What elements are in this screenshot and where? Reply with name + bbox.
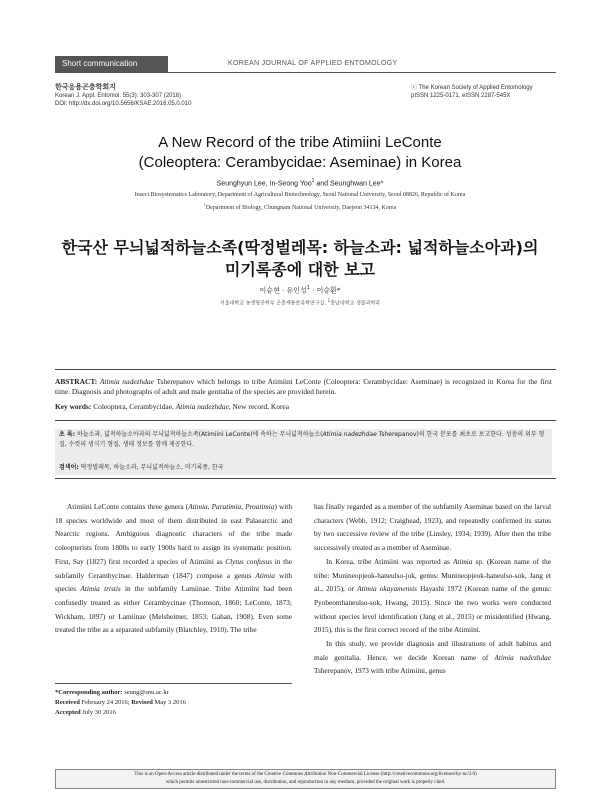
paragraph: Atimiini LeConte contains three genera (Atimia, Paratimia, Proatimia) with 18 species worldwide and most of them distributed in east Palaearctic and Nearctic regions. Ambiguous diagnostic characters of the tribe made coleopterists from 1800s to early 1900s hard to assign its systematic position. First, Say (1827) first recorded a species of Atimiini as Clytus confusus in the subfamily Cerambycinae. Halderman (1847) compose a genus Atimia with species Atimia tristis in the subfamily Lamiinae. Tribe Atimiini had been confusedly treated as either Cerambycinae (Thomson, 1860; LeConte, 1873; Wickham, 1897) or Lamiinae (Melsheimer, 1853; Gahan, 1908). Even some treated the tribe as a separated subfamily (Blatchley, 1910). The tribe <box>55 502 292 635</box>
divider <box>55 420 556 421</box>
section-label: Short communication <box>55 56 168 72</box>
korean-abstract: 초 록: 하늘소과, 넓적하늘소아과의 무늬넓적하늘소족(Atimiini LeConte)에 속하는 무늬넓적하늘소(Atimia nadezhdae Tsherepanov)의 한국 분포를 최초로 보고한다. 성충의 외부 형질, 수컷의 생식기 형질, 생태 정보를 함께 제공한다. <box>55 429 552 461</box>
paragraph: In this study, we provide diagnosis and illustrations of adult habitus and male genitalia. Hence, we decide Korean name of Atimia nadezhdae Tsherepanov, 1973 with tribe Atimiini, genus <box>314 639 551 676</box>
article-title-korean <box>0 237 600 281</box>
article-title-english <box>0 133 600 173</box>
author-list-english: Seunghyun Lee, In-Seong Yoo$^1$ and Seunghwan Lee* <box>216 178 384 188</box>
korean-title-line-2: 미기록종에 대한 보고 <box>224 260 376 279</box>
affiliations-english: Insect Biosystematics Laboratory, Department of Agricultural Biotechnology, Seoul National University, Seoul 08826, Republic of Korea $^1$Department of Biology, Chungnam National University, Daejeon 34134, Korea <box>134 192 466 211</box>
body-column-left <box>55 500 292 637</box>
affiliations-korean: 서울대학교 농생명공학부 곤충계통분류학연구실, $^1$충남대학교 생물과학과 <box>219 298 381 307</box>
title-line-2: (Coleoptera: Cerambycidae: Aseminae) in Korea <box>138 154 462 171</box>
keywords: Key words: Coleoptera, Cerambycidae, Atimia nadezhdae, New record, Korea <box>55 402 289 411</box>
issn-line: pISSN 1225-0171, eISSN 2287-545X <box>411 93 511 99</box>
author-list-korean: 이승현 · 유인성$^1$ · 이승환* <box>259 285 341 295</box>
license-notice: This is an Open-Access article distributed under the terms of the Creative Commons Attribution Non-Commercial License (http://creativecommons.org/licenses/by-nc/3.0) which permits unrestricted non-commercial use, distribution, and reproduction in any medium, provided the original work is properly cited. <box>55 769 556 789</box>
copyright-line: ⓒ The Korean Society of Applied Entomology <box>411 85 533 91</box>
paragraph: has finally regarded as a member of the subfamily Aseminae based on the larval characters (Webb, 1912; Craighead, 1923), and repeatedly confirmed its status by two successive review of the tribe (Linsley, 1934; 1939). After then the tribe successively treated as a member of Aseminae. <box>314 502 551 553</box>
divider <box>55 478 556 479</box>
journal-title-korean: 한국응용곤충학회지 <box>55 84 116 91</box>
body-column-right <box>314 500 551 678</box>
citation-line: Korean J. Appl. Entomol. 55(3): 303-307 (2016) <box>55 93 182 99</box>
korean-title-line-1: 한국산 무늬넓적하늘소족(딱정벌레목: 하늘소과: 넓적하늘소아과)의 <box>61 238 539 257</box>
paragraph: In Korea, tribe Atimiini was reported as Atimia sp. (Korean name of the tribe: Munineopjeok-haneulso-jok, genus: Munineopjeok-haneulso-sok, Jang et al., 2015), or Atimia okayamensis Hayashi 1972 (Korean name of the genus: Pyobeomhaneulso-sok, Hwang, 2015). Since the two works were conducted without species level identification (Jang et al., 2015) or misidentified (Hwang, 2015), this is the first correct record of the tribe Atimiini. <box>314 556 551 635</box>
email-link[interactable]: seung@snu.ac.kr <box>122 689 169 696</box>
journal-header-bar <box>55 56 556 73</box>
abstract: ABSTRACT: Atimia nadezhdae Tsherepanov which belongs to tribe Atimiini LeConte (Coleoptera: Cerambycidae: Aseminae) is recognized in Korea for the first time. Diagnosis and photographs of adult and male genitalia of the species are provided herein. <box>55 377 552 396</box>
korean-keywords: 검색어: 딱정벌레목, 하늘소과, 무늬넓적하늘소, 미기록종, 한국 <box>55 461 552 475</box>
title-line-1: A New Record of the tribe Atimiini LeConte <box>158 134 442 151</box>
citation-block <box>55 84 191 108</box>
journal-name: KOREAN JOURNAL OF APPLIED ENTOMOLOGY <box>228 60 398 67</box>
divider <box>55 369 556 370</box>
doi-link[interactable]: DOI: http://dx.doi.org/10.5656/KSAE.2016.05.0.010 <box>55 101 192 107</box>
copyright-block <box>411 84 533 100</box>
correspondence-footnote: *Corresponding author: seung@snu.ac.kr Received February 24 2016; Revised May 3 2016 Accepted July 30 2016 <box>55 683 292 718</box>
